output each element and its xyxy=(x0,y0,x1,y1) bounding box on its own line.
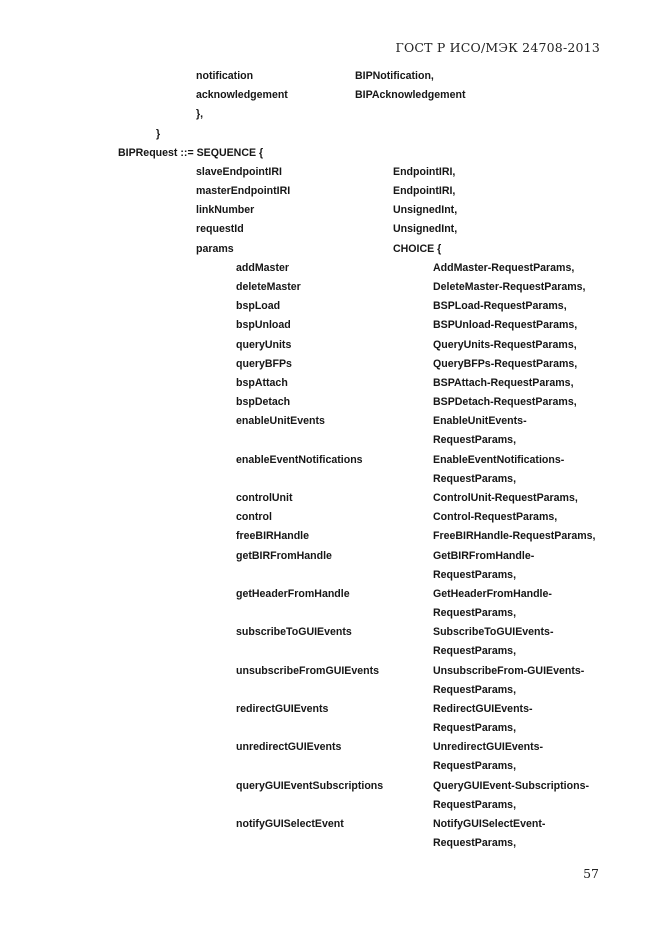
code-line: requestId xyxy=(196,223,244,236)
code-line: bspUnload xyxy=(236,319,291,332)
code-line: Control-RequestParams, xyxy=(433,511,558,524)
code-line: BIPAcknowledgement xyxy=(355,89,466,102)
code-line: GetHeaderFromHandle- xyxy=(433,587,552,600)
code-line: controlUnit xyxy=(236,491,293,504)
code-line: BIPRequest ::= SEQUENCE { xyxy=(118,146,264,159)
code-line: BSPLoad-RequestParams, xyxy=(433,300,567,313)
code-line: subscribeToGUIEvents xyxy=(236,626,352,639)
code-line: linkNumber xyxy=(196,204,255,217)
page-number: 57 xyxy=(583,866,599,881)
code-line: masterEndpointIRI xyxy=(196,185,291,198)
code-line: BSPAttach-RequestParams, xyxy=(433,376,574,389)
code-line: RequestParams, xyxy=(433,472,517,485)
code-line: RequestParams, xyxy=(433,568,517,581)
code-line: getHeaderFromHandle xyxy=(236,587,350,600)
code-line: EndpointIRI, xyxy=(393,165,456,178)
code-line: ControlUnit-RequestParams, xyxy=(433,491,578,504)
code-line: redirectGUIEvents xyxy=(236,702,329,715)
code-line: unredirectGUIEvents xyxy=(236,741,342,754)
code-line: UnsignedInt, xyxy=(393,204,458,217)
code-line: RequestParams, xyxy=(433,434,517,447)
document-header: ГОСТ Р ИСО/МЭК 24708-2013 xyxy=(395,40,600,55)
code-line: queryGUIEventSubscriptions xyxy=(236,779,384,792)
code-line: NotifyGUISelectEvent- xyxy=(433,818,546,831)
code-line: acknowledgement xyxy=(196,89,288,102)
code-line: }, xyxy=(196,108,204,121)
code-line: unsubscribeFromGUIEvents xyxy=(236,664,380,677)
code-line: RequestParams, xyxy=(433,607,517,620)
code-line: RedirectGUIEvents- xyxy=(433,702,533,715)
code-line: GetBIRFromHandle- xyxy=(433,549,535,562)
code-line: queryBFPs xyxy=(236,357,292,370)
code-line: RequestParams, xyxy=(433,722,517,735)
code-line: notification xyxy=(196,70,254,82)
code-line: enableUnitEvents xyxy=(236,415,325,428)
code-line: deleteMaster xyxy=(236,280,301,293)
code-line: EnableUnitEvents- xyxy=(433,415,527,428)
code-line: EnableEventNotifications- xyxy=(433,453,565,466)
code-line: QueryUnits-RequestParams, xyxy=(433,338,577,351)
code-line: control xyxy=(236,511,272,524)
code-line: RequestParams, xyxy=(433,798,517,811)
code-line: AddMaster-RequestParams, xyxy=(433,261,575,274)
code-line: CHOICE { xyxy=(393,242,442,255)
code-line: } xyxy=(156,127,161,140)
code-line: EndpointIRI, xyxy=(393,185,456,198)
code-line: BSPUnload-RequestParams, xyxy=(433,319,578,332)
code-line: addMaster xyxy=(236,261,289,274)
code-line: BSPDetach-RequestParams, xyxy=(433,396,577,409)
code-line: RequestParams, xyxy=(433,837,517,850)
code-line: bspAttach xyxy=(236,376,288,389)
code-line: freeBIRHandle xyxy=(236,530,309,543)
code-line: FreeBIRHandle-RequestParams, xyxy=(433,530,596,543)
code-line: slaveEndpointIRI xyxy=(196,165,282,178)
code-line: UnredirectGUIEvents- xyxy=(433,741,544,754)
code-line: getBIRFromHandle xyxy=(236,549,332,562)
code-line: BIPNotification, xyxy=(355,70,434,82)
code-line: queryUnits xyxy=(236,338,292,351)
code-line: RequestParams, xyxy=(433,760,517,773)
code-line: DeleteMaster-RequestParams, xyxy=(433,280,586,293)
code-line: QueryGUIEvent-Subscriptions- xyxy=(433,779,589,792)
code-line: params xyxy=(196,242,234,255)
code-line: SubscribeToGUIEvents- xyxy=(433,626,554,639)
code-line: QueryBFPs-RequestParams, xyxy=(433,357,578,370)
code-line: bspLoad xyxy=(236,300,281,313)
code-line: bspDetach xyxy=(236,396,291,409)
code-line: RequestParams, xyxy=(433,683,517,696)
code-line: UnsignedInt, xyxy=(393,223,458,236)
code-line: notifyGUISelectEvent xyxy=(236,818,344,831)
code-line: enableEventNotifications xyxy=(236,453,363,466)
code-line: UnsubscribeFrom-GUIEvents- xyxy=(433,664,585,677)
code-line: RequestParams, xyxy=(433,645,517,658)
